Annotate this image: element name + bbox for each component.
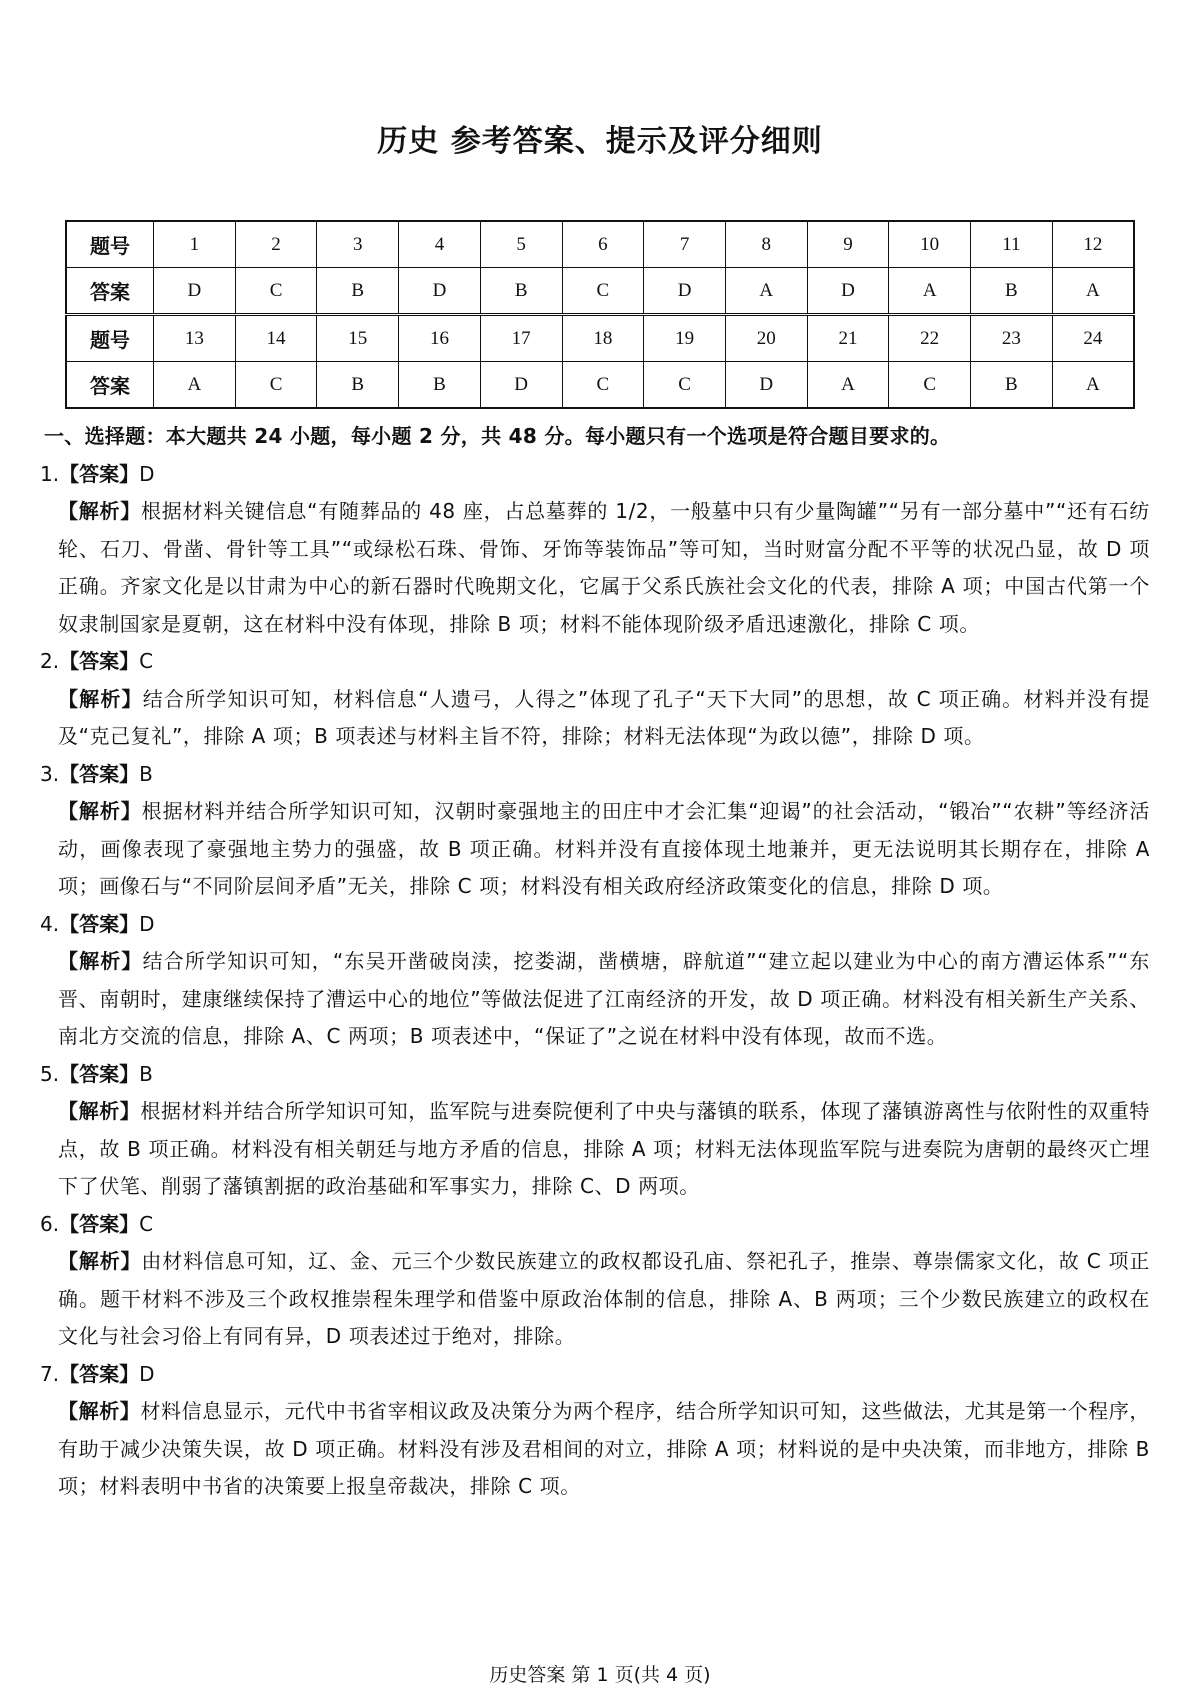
question-number: 2. (40, 649, 60, 673)
analysis-paragraph (40, 681, 1150, 756)
question-number-cell: 15 (317, 315, 399, 362)
answer-letter: C (139, 649, 154, 673)
question-number-cell: 5 (480, 221, 562, 268)
answer-tag: 【答案】 (59, 761, 140, 786)
answer-cell: C (562, 268, 644, 315)
question-number-header: 题号 (66, 315, 154, 362)
answer-cell: D (399, 268, 481, 315)
question-number: 7. (40, 1361, 60, 1386)
analysis-text: 根据材料关键信息“有随葬品的 48 座，占总墓葬的 1/2，一般墓中只有少量陶罐”“另有一部分墓中”“还有石纺轮、石刀、骨凿、骨针等工具”“或绿松石珠、骨饰、牙饰等装饰品”等可知，当时财富分配不平等的状况凸显，故 D 项正确。齐家文化是以甘肃为中心的新石器时代晚期文化，它属于父系氏族社会文化的代表，排除 A 项；中国古代第一个奴隶制国家是夏朝，这在材料中没有体现，排除 B 项；材料不能体现阶级矛盾迅速激化，排除 C 项。 (58, 499, 1151, 636)
answer-line (40, 456, 1150, 494)
question-item (40, 1056, 1150, 1206)
question-number-cell: 19 (644, 315, 726, 362)
answer-cell: D (807, 268, 889, 315)
question-item (40, 1356, 1150, 1506)
answer-letter: C (139, 1211, 154, 1236)
answer-cell: C (644, 362, 726, 409)
answer-tag: 【答案】 (59, 1361, 140, 1386)
answer-content (40, 418, 1150, 1506)
section-heading: 一、选择题：本大题共 24 小题，每小题 2 分，共 48 分。每小题只有一个选项是符合题目要求的。 (44, 424, 951, 448)
answer-header: 答案 (66, 268, 154, 315)
question-number-cell: 11 (971, 221, 1053, 268)
question-number-cell: 1 (154, 221, 236, 268)
question-number-cell: 12 (1052, 221, 1134, 268)
analysis-paragraph (40, 1093, 1150, 1206)
answer-cell: C (235, 362, 317, 409)
question-number-cell: 2 (235, 221, 317, 268)
answer-tag: 【答案】 (59, 1211, 140, 1236)
answer-tag: 【答案】 (59, 649, 140, 673)
question-item (40, 1206, 1150, 1356)
answer-cell: A (1052, 362, 1134, 409)
analysis-text: 结合所学知识可知，“东吴开凿破岗渎，挖娄湖，凿横塘，辟航道”“建立起以建业为中心的南方漕运体系”“东晋、南朝时，建康继续保持了漕运中心的地位”等做法促进了江南经济的开发，故 D 项正确。材料没有相关新生产关系、南北方交流的信息，排除 A、C 两项；B 项表述中，“保证了”之说在材料中没有体现，故而不选。 (58, 949, 1151, 1048)
analysis-tag: 【解析】 (58, 799, 142, 823)
question-number-cell: 10 (889, 221, 971, 268)
analysis-paragraph (40, 1393, 1150, 1506)
analysis-paragraph (40, 793, 1150, 906)
answer-cell: A (1052, 268, 1134, 315)
question-number-cell: 24 (1052, 315, 1134, 362)
page-footer: 历史答案 第 1 页(共 4 页) (489, 1664, 711, 1686)
table-row-answers (66, 362, 1134, 409)
question-number-cell: 9 (807, 221, 889, 268)
answer-cell: C (235, 268, 317, 315)
analysis-paragraph (40, 493, 1150, 643)
answer-cell: D (725, 362, 807, 409)
answer-letter: D (139, 911, 155, 936)
answer-cell: B (971, 362, 1053, 409)
question-list (40, 456, 1150, 1506)
answer-cell: C (562, 362, 644, 409)
answer-line (40, 643, 1150, 681)
question-number: 4. (40, 911, 60, 936)
question-number-cell: 23 (971, 315, 1053, 362)
question-number-cell: 13 (154, 315, 236, 362)
question-number-cell: 20 (725, 315, 807, 362)
question-item (40, 456, 1150, 644)
answer-cell: B (317, 268, 399, 315)
answer-cell: A (725, 268, 807, 315)
answer-header: 答案 (66, 362, 154, 409)
question-number-cell: 7 (644, 221, 726, 268)
analysis-text: 材料信息显示，元代中书省宰相议政及决策分为两个程序，结合所学知识可知，这些做法，尤其是第一个程序，有助于减少决策失误，故 D 项正确。材料没有涉及君相间的对立，排除 A 项；材料说的是中央决策，而非地方，排除 B 项；材料表明中书省的决策要上报皇帝裁决，排除 C 项。 (58, 1399, 1150, 1498)
question-number-cell: 22 (889, 315, 971, 362)
answer-cell: A (807, 362, 889, 409)
analysis-text: 结合所学知识可知，材料信息“人遗弓，人得之”体现了孔子“天下大同”的思想，故 C 项正确。材料并没有提及“克己复礼”，排除 A 项；B 项表述与材料主旨不符，排除；材料无法体现“为政以德”，排除 D 项。 (58, 686, 1150, 748)
answer-tag: 【答案】 (59, 1061, 140, 1086)
analysis-tag: 【解析】 (58, 1399, 141, 1423)
question-item (40, 906, 1150, 1056)
question-number: 6. (40, 1211, 60, 1236)
analysis-tag: 【解析】 (58, 686, 143, 711)
answer-tag: 【答案】 (59, 461, 140, 486)
answer-line (40, 1206, 1150, 1244)
question-number: 5. (40, 1061, 60, 1086)
question-number-cell: 4 (399, 221, 481, 268)
question-item (40, 756, 1150, 906)
answer-tag: 【答案】 (59, 911, 140, 936)
analysis-tag: 【解析】 (58, 949, 143, 973)
question-number: 3. (40, 761, 60, 786)
question-number-cell: 16 (399, 315, 481, 362)
question-number-cell: 17 (480, 315, 562, 362)
table-row-numbers (66, 315, 1134, 362)
table-row-numbers (66, 221, 1134, 268)
question-item (40, 643, 1150, 756)
question-number-cell: 14 (235, 315, 317, 362)
answer-line (40, 1356, 1150, 1394)
answer-cell: B (480, 268, 562, 315)
answer-cell: D (480, 362, 562, 409)
question-number-cell: 6 (562, 221, 644, 268)
analysis-text: 根据材料并结合所学知识可知，监军院与进奏院便利了中央与藩镇的联系，体现了藩镇游离性与依附性的双重特点，故 B 项正确。材料没有相关朝廷与地方矛盾的信息，排除 A 项；材料无法体现监军院与进奏院为唐朝的最终灭亡埋下了伏笔、削弱了藩镇割据的政治基础和军事实力，排除 C、D 两项。 (58, 1099, 1150, 1198)
question-number-header: 题号 (66, 221, 154, 268)
answer-letter: B (139, 761, 153, 786)
question-number-cell: 18 (562, 315, 644, 362)
answer-cell: B (399, 362, 481, 409)
answer-letter: B (139, 1061, 153, 1086)
answer-cell: D (644, 268, 726, 315)
answer-cell: B (971, 268, 1053, 315)
analysis-paragraph (40, 1243, 1150, 1356)
analysis-text: 根据材料并结合所学知识可知，汉朝时豪强地主的田庄中才会汇集“迎谒”的社会活动，“锻冶”“农耕”等经济活动，画像表现了豪强地主势力的强盛，故 B 项正确。材料并没有直接体现土地兼并，更无法说明其长期存在，排除 A 项；画像石与“不同阶层间矛盾”无关，排除 C 项；材料没有相关政府经济政策变化的信息，排除 D 项。 (58, 799, 1150, 898)
analysis-paragraph (40, 943, 1150, 1056)
answer-key-table (65, 220, 1135, 409)
analysis-tag: 【解析】 (58, 1099, 141, 1123)
answer-line (40, 906, 1150, 944)
question-number-cell: 21 (807, 315, 889, 362)
analysis-tag: 【解析】 (58, 499, 142, 523)
answer-letter: D (139, 461, 155, 486)
answer-cell: D (154, 268, 236, 315)
page-title: 历史 参考答案、提示及评分细则 (377, 124, 823, 159)
answer-line (40, 756, 1150, 794)
table-row-answers (66, 268, 1134, 315)
answer-cell: B (317, 362, 399, 409)
analysis-text: 由材料信息可知，辽、金、元三个少数民族建立的政权都设孔庙、祭祀孔子，推崇、尊崇儒家文化，故 C 项正确。题干材料不涉及三个政权推崇程朱理学和借鉴中原政治体制的信息，排除 A、B 两项；三个少数民族建立的政权在文化与社会习俗上有同有异，D 项表述过于绝对，排除。 (58, 1249, 1150, 1348)
question-number-cell: 3 (317, 221, 399, 268)
answer-letter: D (139, 1361, 155, 1386)
answer-cell: A (889, 268, 971, 315)
question-number-cell: 8 (725, 221, 807, 268)
answer-line (40, 1056, 1150, 1094)
answer-cell: A (154, 362, 236, 409)
answer-cell: C (889, 362, 971, 409)
analysis-tag: 【解析】 (58, 1249, 142, 1273)
question-number: 1. (40, 461, 60, 486)
